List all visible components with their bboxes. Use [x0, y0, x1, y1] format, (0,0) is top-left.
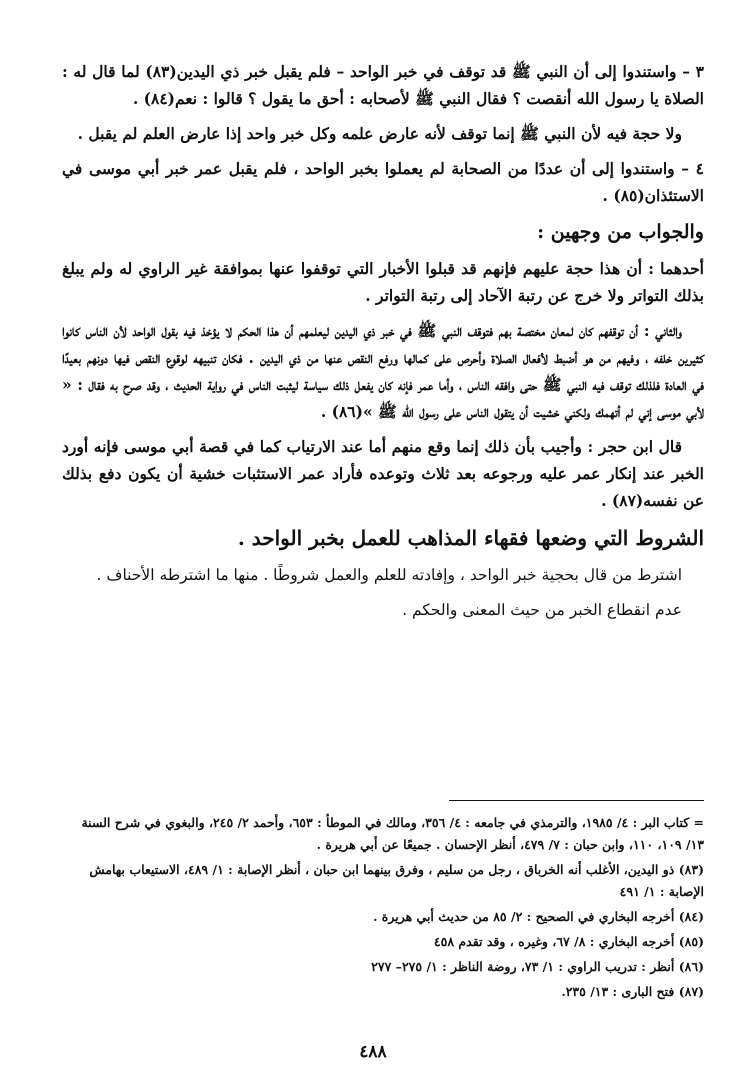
footnote-83: (٨٣) ذو اليدين، الأغلب أنه الخرباق ، رجل من سليم ، وفرق بينهما ابن حبان ، أنظر الإصابة : ١/ ٤٨٩، الاستيعاب بهامش الإصابة : ١/ ٤٩١: [89, 862, 704, 899]
paragraph-first-answer: أحدهما : أن هذا حجة عليهم فإنهم قد قبلوا الأخبار التي توقفوا عنها بموافقة غير الراوي له ولم يبلغ بذلك التواتر ولا خرج عن رتبة الآحاد إلى رتبة التواتر .: [62, 259, 704, 305]
paragraph-3: ٣ – واستندوا إلى أن النبي ﷺ قد توقف في خبر الواحد – فلم يقبل خبر ذي اليدين(٨٣) لما قال له : الصلاة يا رسول الله أنقصت ؟ فقال النبي ﷺ لأصحابه : أحق ما يقول ؟ قالوا : نعم(٨٤) .: [62, 62, 704, 108]
main-text: [62, 58, 704, 632]
paragraph-conditions: اشترط من قال بحجية خبر الواحد ، وإفادته للعلم والعمل شروطًا . منها ما اشترطه الأحناف .: [96, 566, 682, 584]
paragraph-4: ٤ – واستندوا إلى أن عددًا من الصحابة لم يعملوا بخبر الواحد ، فلم يقبل عمر خبر أبي موسى في الاستئذان(٨٥) .: [62, 159, 704, 205]
section-heading-answer: والجواب من وجهين :: [537, 221, 704, 243]
footnote-continuation: = كتاب البر : ٤/ ١٩٨٥، والترمذي في جامعه : ٤/ ٣٥٦، ومالك في الموطأ : ٦٥٣، وأحمد ٢/ ٢٤٥، والبغوي في شرح السنة ١٣/ ١٠٩، ١١٠، وابن حبان : ٧/ ٤٧٩، أنظر الإحسان . جميعًا عن أبي هريرة .: [81, 815, 704, 852]
paragraph-condition-1: عدم انقطاع الخبر من حيث المعنى والحكم .: [402, 601, 682, 619]
footnote-85: (٨٥) أخرجه البخاري : ٨/ ٦٧، وغيره ، وقد تقدم ٤٥٨: [433, 934, 704, 949]
footnote-87: (٨٧) فتح البارى : ١٣/ ٢٣٥.: [561, 984, 704, 999]
footnote-86: (٨٦) أنظر : تدريب الراوي : ١/ ٧٣، روضة الناظر : ١/ ٢٧٥– ٢٧٧: [371, 959, 704, 974]
paragraph-ibn-hajar: قال ابن حجر : وأجيب بأن ذلك إنما وقع منهم أما عند الارتياب كما في قصة أبي موسى فإنه أورد الخبر عند إنكار عمر عليه ورجوعه بعد ثلاث وتوعده فأراد عمر الاستثبات خشية أن يكون دفع بذلك عن نفسه(٨٧) .: [62, 437, 704, 510]
footnote-84: (٨٤) أخرجه البخاري في الصحيح : ٢/ ٨٥ من حديث أبي هريرة .: [373, 909, 704, 924]
page-number: ٤٨٨: [359, 1042, 387, 1062]
footnotes: [62, 812, 704, 1006]
paragraph-second-answer: والثاني : أن توقفهم كان لمعان مختصة بهم فتوقف النبي ﷺ في خبر ذي اليدين ليعلمهم أن هذا الحكم لا يؤخذ فيه بقول الواحد لأن الناس كانوا كثيرين خلفه ، وفيهم من هو أضبط لأفعال الصلاة وأحرص على كمالها ورفع النقص عنها من ذي اليدين . فكان تنبيهه لوقوع النقص فيها دونهم بعيدًا في العادة فلذلك توقف فيه النبي ﷺ حتى وافقه الناس ، وأما عمر فإنه كان يفعل ذلك سياسة ليثبت الناس في رواية الحديث ، وقد صرح به فقال : « لأبي موسى إني لم أتهمك ولكني خشيت أن يتقول الناس على رسول الله ﷺ »(٨٦) .: [62, 321, 704, 421]
footnote-divider: [449, 800, 704, 801]
paragraph-rebuttal: ولا حجة فيه لأن النبي ﷺ إنما توقف لأنه عارض علمه وكل خبر واحد إذا عارض العلم لم يقبل .: [77, 124, 682, 143]
section-heading-conditions: الشروط التي وضعها فقهاء المذاهب للعمل بخبر الواحد .: [237, 526, 704, 550]
